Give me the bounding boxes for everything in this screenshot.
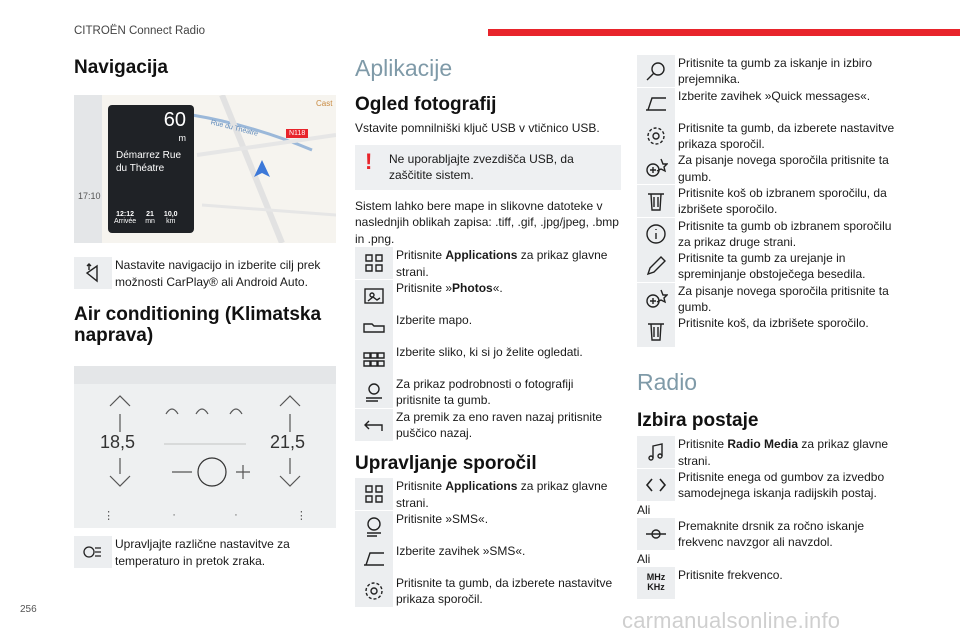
frequency-icon	[637, 567, 675, 599]
instruction-row	[355, 575, 621, 608]
messages-title: Upravljanje sporočil	[355, 453, 537, 475]
ac-instruction-row	[74, 536, 336, 569]
navigation-screen-image	[74, 95, 336, 243]
instruction-row	[355, 280, 621, 312]
header-accent-bar	[488, 29, 960, 36]
instruction-text: Pritisnite Applications za prikaz glavne strani.	[396, 479, 608, 510]
usb-warning-text: Ne uporabljajte zvezdišča USB, da zaščitite sistem.	[389, 151, 574, 183]
turn-distance: 60	[163, 109, 186, 132]
instruction-text: Za prikaz podrobnosti o fotografiji pritisnite ta gumb.	[396, 376, 574, 408]
instruction-row	[355, 543, 621, 575]
trash-icon	[637, 315, 675, 347]
photo-steps-list	[355, 247, 621, 441]
instruction-row	[637, 88, 899, 120]
radio-step-text: Pritisnite frekvenco.	[678, 567, 783, 582]
tab-icon	[637, 88, 675, 120]
instruction-text: Za premik za eno raven nazaj pritisnite puščico nazaj.	[396, 409, 603, 440]
instruction-text: Pritisnite koš ob izbranem sporočilu, da izbrišete sporočilo.	[678, 185, 887, 217]
instruction-text: Izberite sliko, ki si jo želite ogledati.	[396, 344, 583, 359]
instruction-row	[637, 315, 899, 347]
instruction-text: Izberite zavihek »Quick messages«.	[678, 88, 871, 103]
eta-item	[164, 211, 178, 225]
instruction-text: Pritisnite ta gumb, da izberete nastavitve prikaza sporočil.	[678, 120, 895, 151]
column-middle	[355, 55, 621, 608]
eta-label: Arrivée	[114, 218, 137, 226]
sms-icon	[355, 511, 393, 543]
instruction-row	[355, 478, 621, 511]
trash-icon	[637, 185, 675, 217]
instruction-row	[355, 312, 621, 344]
or-text: Ali	[637, 551, 651, 566]
turn-distance-unit: m	[178, 133, 186, 144]
instruction-row	[637, 283, 899, 316]
instruction-row	[355, 247, 621, 280]
eta-label: mn	[145, 218, 155, 226]
instruction-row	[637, 152, 899, 185]
page-number: 256	[20, 604, 37, 615]
nav-instruction-row	[74, 257, 336, 290]
ac-fan-icon	[74, 536, 112, 568]
add-star-icon	[637, 152, 675, 184]
column-right	[637, 55, 899, 599]
radio-step-row	[637, 436, 899, 469]
settings-icon	[637, 120, 675, 152]
navigation-arrow-icon	[74, 257, 112, 289]
navigation-instruction-card	[108, 105, 194, 233]
nav-instruction-text: Nastavite navigacijo in izberite cilj prek možnosti CarPlay® ali Android Auto.	[115, 258, 321, 289]
temp-right: 21,5	[270, 432, 306, 453]
eta-value: 21	[146, 211, 154, 219]
instruction-row	[637, 55, 899, 88]
folder-icon	[355, 312, 393, 344]
eta-bar	[114, 211, 178, 225]
instruction-row	[355, 511, 621, 543]
radio-step-row	[637, 518, 899, 551]
radio-step-text: Pritisnite Radio Media za prikaz glavne strani.	[678, 437, 889, 468]
warning-icon: !	[365, 148, 373, 174]
temp-left: 18,5	[100, 432, 136, 453]
instruction-text: Za pisanje novega sporočila pritisnite ta gumb.	[678, 283, 889, 315]
usb-warning	[355, 145, 621, 190]
eta-item	[114, 211, 136, 225]
add-star-icon	[637, 283, 675, 315]
radio-step-text: Pritisnite enega od gumbov za izvedbo samodejnega iskanja radijskih postaj.	[678, 470, 885, 501]
map-street-label: Rue du Théatre	[209, 119, 259, 139]
edit-icon	[637, 250, 675, 282]
settings-icon	[355, 575, 393, 607]
apps-grid-icon	[355, 247, 393, 279]
watermark-logo: carmanualsonline.info	[622, 608, 841, 633]
instruction-text: Za pisanje novega sporočila pritisnite ta gumb.	[678, 153, 889, 184]
instruction-text: Pritisnite ta gumb za iskanje in izbiro prejemnika.	[678, 56, 873, 87]
map-road-badge: N118	[286, 129, 308, 138]
mhz-label: MHz	[646, 571, 666, 582]
screen-sidebar	[74, 95, 102, 243]
instruction-row	[637, 185, 899, 218]
station-title: Izbira postaje	[637, 410, 759, 432]
apps-grid-icon	[355, 478, 393, 510]
tab-icon	[355, 543, 393, 575]
instruction-row	[637, 120, 899, 153]
music-note-icon	[637, 436, 675, 468]
instruction-row	[355, 409, 621, 442]
instruction-text: Pritisnite »SMS«.	[396, 512, 489, 527]
or-text: Ali	[637, 502, 651, 517]
search-icon	[637, 55, 675, 87]
applications-chapter-title: Aplikacije	[355, 55, 453, 81]
supported-formats: Sistem lahko bere mape in slikovne datoteke v naslednjih oblikah zapisa: .tiff, .gif, .jpg/jpeg, .bmp in .png.	[355, 198, 619, 246]
instruction-text: Pritisnite »Photos«.	[396, 280, 503, 295]
ac-instruction-text: Upravljajte različne nastavitve za temperaturo in pretok zraka.	[115, 537, 290, 568]
instruction-text: Pritisnite ta gumb za urejanje in spreminjanje obstoječega besedila.	[678, 251, 866, 282]
info-icon	[637, 218, 675, 250]
eta-value: 10,0	[163, 211, 178, 219]
screen-clock: 17:10	[78, 191, 101, 202]
instruction-row	[637, 250, 899, 283]
image-grid-icon	[355, 344, 393, 376]
radio-step-row	[637, 469, 899, 502]
slider-icon	[637, 518, 675, 550]
instruction-row	[355, 376, 621, 409]
seek-arrows-icon	[637, 469, 675, 501]
eta-item	[145, 211, 155, 225]
ac-screen-image	[74, 366, 336, 528]
khz-label: KHz	[647, 581, 665, 592]
instruction-text: Izberite zavihek »SMS«.	[396, 544, 526, 559]
instruction-text: Pritisnite Applications za prikaz glavne strani.	[396, 248, 608, 279]
map-place-label: Cast	[316, 99, 333, 109]
message-actions-list	[637, 55, 899, 347]
radio-step-text: Premaknite drsnik za ročno iskanje frekvenc navzgor ali navzdol.	[678, 518, 865, 550]
ac-bottom-bar: ⋮ · · ⋮	[103, 509, 307, 523]
ac-title: Air conditioning (Klimatska naprava)	[74, 303, 322, 347]
details-icon	[355, 376, 393, 408]
instruction-text: Izberite mapo.	[396, 312, 473, 327]
instruction-text: Pritisnite ta gumb, da izberete nastavitve prikaza sporočil.	[396, 576, 613, 607]
photos-intro: Vstavite pomnilniški ključ USB v vtičnico USB.	[355, 121, 600, 135]
next-street: Démarrez Rue du Théatre	[116, 150, 182, 175]
navigation-title: Navigacija	[74, 57, 168, 78]
instruction-row	[355, 344, 621, 376]
back-arrow-icon	[355, 409, 393, 441]
radio-step-row	[637, 567, 899, 599]
running-header: CITROËN Connect Radio	[74, 25, 206, 37]
eta-label: km	[166, 218, 176, 226]
eta-value: 12:12	[116, 211, 135, 219]
radio-chapter-title: Radio	[637, 369, 698, 396]
column-left	[74, 55, 336, 569]
instruction-text: Pritisnite koš, da izbrišete sporočilo.	[678, 316, 869, 331]
photos-title: Ogled fotografij	[355, 94, 497, 115]
message-steps-list	[355, 478, 621, 607]
photos-icon	[355, 280, 393, 312]
instruction-text: Pritisnite ta gumb ob izbranem sporočilu za prikaz druge strani.	[678, 218, 892, 249]
instruction-row	[637, 218, 899, 251]
